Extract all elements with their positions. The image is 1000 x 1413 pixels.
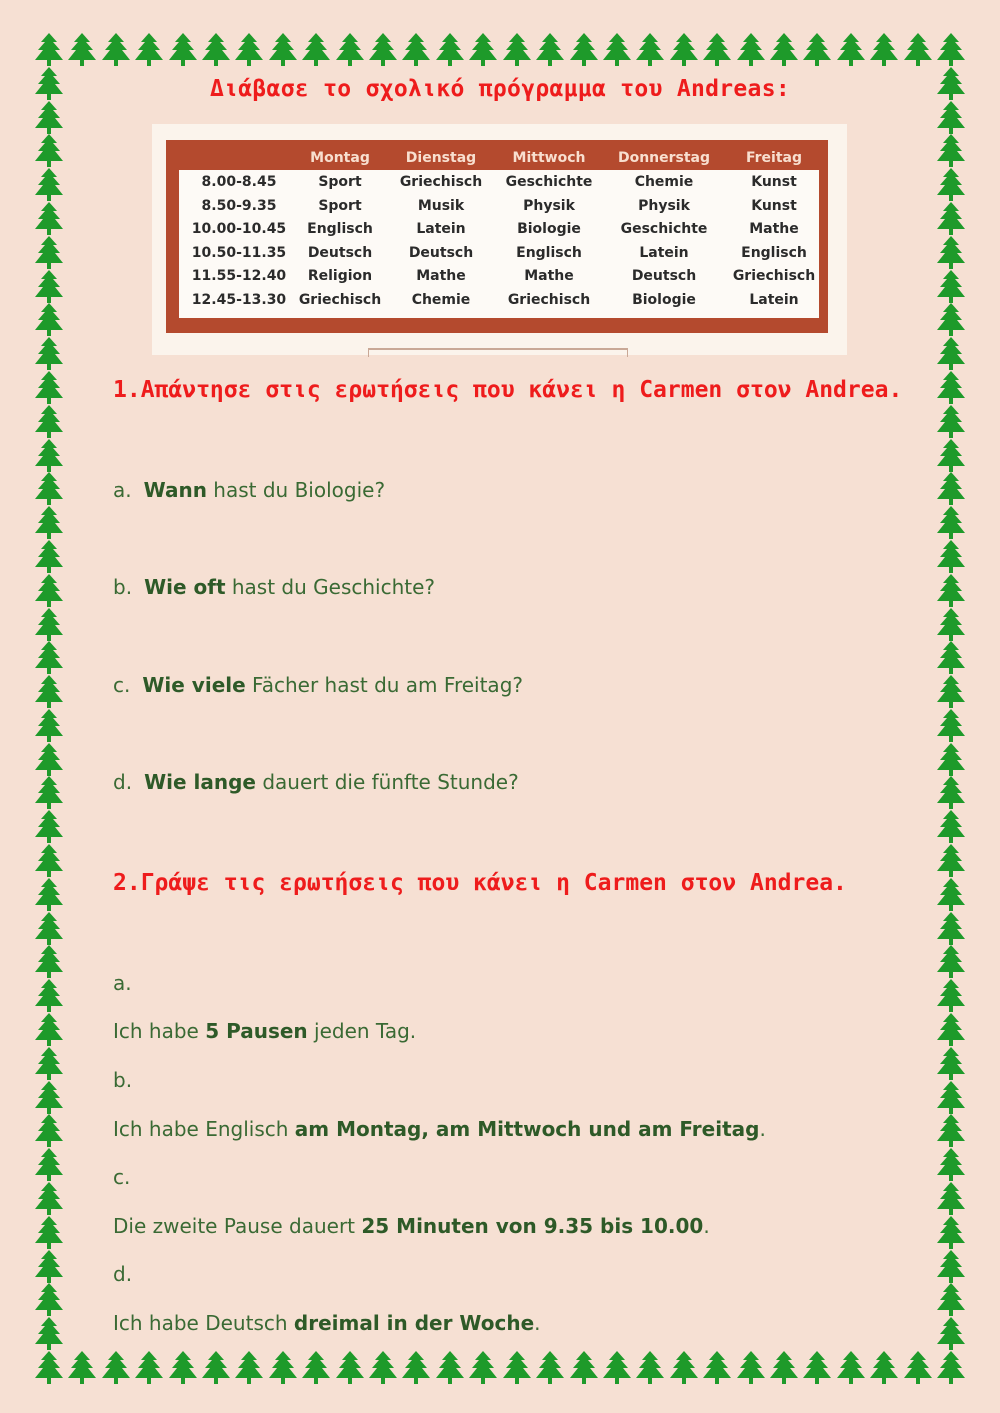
tree-icon <box>34 370 64 406</box>
tree-icon <box>435 32 465 68</box>
timetable-subject: Musik <box>417 198 465 214</box>
answer-highlight: dreimal in der Woche <box>293 1311 535 1335</box>
tree-icon <box>936 201 966 237</box>
tree-icon <box>34 1350 64 1386</box>
tree-icon <box>702 1350 732 1386</box>
tree-icon <box>836 1350 866 1386</box>
tree-icon <box>134 32 164 68</box>
question-text: hast du Biologie? <box>206 478 386 502</box>
tree-icon <box>836 32 866 68</box>
timetable-subject: Griechisch <box>507 292 591 308</box>
tree-icon <box>34 1012 64 1048</box>
tree-icon <box>34 911 64 947</box>
tree-icon <box>802 1350 832 1386</box>
tree-icon <box>936 674 966 710</box>
tree-icon <box>34 201 64 237</box>
tree-icon <box>502 1350 532 1386</box>
tree-icon <box>168 1350 198 1386</box>
tree-icon <box>936 944 966 980</box>
timetable-subject: Mathe <box>416 268 466 284</box>
tree-icon <box>34 775 64 811</box>
tree-icon <box>34 944 64 980</box>
tree-icon <box>569 32 599 68</box>
question-text: dauert die fünfte Stunde? <box>255 770 519 794</box>
tree-icon <box>602 32 632 68</box>
answer-highlight: 5 Pausen <box>205 1019 308 1043</box>
tree-icon <box>34 1147 64 1183</box>
timetable-subject: Latein <box>749 292 799 308</box>
tree-icon <box>869 32 899 68</box>
tree-icon <box>34 742 64 778</box>
tree-icon <box>936 978 966 1014</box>
tree-icon <box>368 32 398 68</box>
tree-icon <box>34 1215 64 1251</box>
tree-icon <box>736 32 766 68</box>
tree-icon <box>635 32 665 68</box>
page-title: Διάβασε το σχολικό πρόγραμμα του Andreas: <box>209 76 791 102</box>
tree-icon <box>101 32 131 68</box>
tree-icon <box>34 1113 64 1149</box>
answer-highlight: am Montag, am Mittwoch und am Freitag <box>294 1117 760 1141</box>
tree-icon <box>736 1350 766 1386</box>
tree-icon <box>34 505 64 541</box>
tree-icon <box>936 573 966 609</box>
tree-icon <box>468 1350 498 1386</box>
timetable-day-header: Mittwoch <box>512 150 586 166</box>
answer-text: Die zweite Pause dauert <box>113 1214 362 1238</box>
timetable-subject: Biologie <box>517 221 581 237</box>
timetable-time: 10.50-11.35 <box>191 245 287 261</box>
tree-icon <box>101 1350 131 1386</box>
tree-icon <box>34 1282 64 1318</box>
tree-icon <box>234 32 264 68</box>
timetable-day-header: Freitag <box>745 150 803 166</box>
tree-icon <box>34 167 64 203</box>
tree-icon <box>936 100 966 136</box>
tree-icon <box>301 32 331 68</box>
tree-icon <box>936 843 966 879</box>
tree-icon <box>936 167 966 203</box>
tree-icon <box>401 32 431 68</box>
tree-icon <box>67 1350 97 1386</box>
timetable-subject: Physik <box>523 198 575 214</box>
timetable-subject: Mathe <box>749 221 799 237</box>
tree-icon <box>34 674 64 710</box>
tree-icon <box>936 1113 966 1149</box>
tree-icon <box>34 539 64 575</box>
timetable-subject: Griechisch <box>732 268 816 284</box>
answer-sentence <box>113 1214 710 1238</box>
tree-icon <box>669 1350 699 1386</box>
tree-icon <box>301 1350 331 1386</box>
tree-icon <box>936 32 966 68</box>
timetable-subject: Physik <box>638 198 690 214</box>
tree-icon <box>936 1181 966 1217</box>
tree-icon <box>34 100 64 136</box>
tree-icon <box>34 708 64 744</box>
timetable-day-header: Donnerstag <box>617 150 711 166</box>
question-letter: c. <box>113 673 131 697</box>
tree-icon <box>435 1350 465 1386</box>
tree-icon <box>34 404 64 440</box>
answer-sentence <box>113 1019 416 1043</box>
tree-icon <box>34 1316 64 1352</box>
tree-icon <box>936 336 966 372</box>
answer-sentence <box>113 1117 766 1141</box>
section2-heading: 2.Γράψε τις ερωτήσεις που κάνει η Carmen στον Andrea. <box>113 870 847 896</box>
question-letter: a. <box>113 478 132 502</box>
answer-text: Ich habe Deutsch <box>113 1311 294 1335</box>
timetable <box>166 140 828 333</box>
tree-icon <box>936 742 966 778</box>
tree-icon <box>802 32 832 68</box>
tree-icon <box>936 471 966 507</box>
tree-icon <box>936 404 966 440</box>
timetable-tab-decoration <box>368 348 628 357</box>
tree-icon <box>34 607 64 643</box>
tree-icon <box>903 1350 933 1386</box>
tree-icon <box>936 877 966 913</box>
timetable-subject: Kunst <box>751 174 797 190</box>
tree-icon <box>535 1350 565 1386</box>
tree-icon <box>34 438 64 474</box>
tree-icon <box>34 877 64 913</box>
tree-icon <box>702 32 732 68</box>
answer-text: Ich habe Englisch <box>113 1117 295 1141</box>
timetable-subject: Deutsch <box>631 268 697 284</box>
timetable-subject: Englisch <box>516 245 582 261</box>
question-a <box>113 478 385 502</box>
timetable-time: 8.00-8.45 <box>201 174 277 190</box>
tree-icon <box>34 133 64 169</box>
tree-icon <box>936 1215 966 1251</box>
tree-icon <box>769 1350 799 1386</box>
tree-icon <box>34 32 64 68</box>
question-word: Wie lange <box>144 770 256 794</box>
tree-icon <box>34 1181 64 1217</box>
timetable-subject: Kunst <box>751 198 797 214</box>
timetable-time: 10.00-10.45 <box>191 221 287 237</box>
timetable-subject: Griechisch <box>298 292 382 308</box>
tree-icon <box>936 539 966 575</box>
tree-icon <box>936 607 966 643</box>
tree-icon <box>869 1350 899 1386</box>
answer-letter: c. <box>113 1165 131 1189</box>
tree-icon <box>936 1282 966 1318</box>
question-word: Wie viele <box>142 673 246 697</box>
tree-icon <box>34 843 64 879</box>
timetable-image <box>152 124 847 355</box>
tree-icon <box>936 235 966 271</box>
question-letter: b. <box>113 575 133 599</box>
question-text: Fächer hast du am Freitag? <box>245 673 524 697</box>
timetable-time: 11.55-12.40 <box>191 268 287 284</box>
tree-icon <box>34 1249 64 1285</box>
tree-icon <box>936 370 966 406</box>
tree-icon <box>335 32 365 68</box>
question-b <box>113 575 435 599</box>
timetable-subject: Latein <box>639 245 689 261</box>
timetable-subject: Chemie <box>634 174 694 190</box>
answer-highlight: 25 Minuten von 9.35 bis 10.00 <box>361 1214 704 1238</box>
tree-icon <box>936 640 966 676</box>
timetable-subject: Mathe <box>524 268 574 284</box>
timetable-subject: Geschichte <box>620 221 708 237</box>
answer-text: Ich habe <box>113 1019 206 1043</box>
tree-icon <box>201 32 231 68</box>
question-word: Wann <box>143 478 207 502</box>
tree-icon <box>268 1350 298 1386</box>
timetable-time: 12.45-13.30 <box>191 292 287 308</box>
tree-icon <box>168 32 198 68</box>
question-d <box>113 770 519 794</box>
tree-icon <box>569 1350 599 1386</box>
tree-icon <box>34 1046 64 1082</box>
answer-letter: b. <box>113 1068 133 1092</box>
section1-heading: 1.Απάντησε στις ερωτήσεις που κάνει η Carmen στον Andrea. <box>113 377 903 403</box>
tree-icon <box>936 911 966 947</box>
question-text: hast du Geschichte? <box>225 575 436 599</box>
tree-icon <box>201 1350 231 1386</box>
tree-icon <box>535 32 565 68</box>
timetable-subject: Geschichte <box>505 174 593 190</box>
question-letter: d. <box>113 770 133 794</box>
answer-text: jeden Tag. <box>307 1019 417 1043</box>
tree-icon <box>936 1249 966 1285</box>
tree-icon <box>34 302 64 338</box>
timetable-day-header: Montag <box>310 150 370 166</box>
tree-icon <box>936 775 966 811</box>
tree-icon <box>936 302 966 338</box>
tree-icon <box>67 32 97 68</box>
answer-sentence <box>113 1311 541 1335</box>
tree-icon <box>936 1147 966 1183</box>
answer-text: . <box>759 1117 766 1141</box>
timetable-subject: Chemie <box>411 292 471 308</box>
tree-icon <box>936 269 966 305</box>
tree-icon <box>936 505 966 541</box>
tree-icon <box>234 1350 264 1386</box>
tree-icon <box>34 640 64 676</box>
timetable-day-header: Dienstag <box>405 150 477 166</box>
timetable-subject: Sport <box>318 174 362 190</box>
tree-icon <box>936 1046 966 1082</box>
answer-letter: d. <box>113 1262 133 1286</box>
tree-icon <box>401 1350 431 1386</box>
tree-icon <box>34 336 64 372</box>
answer-letter: a. <box>113 971 132 995</box>
tree-icon <box>134 1350 164 1386</box>
tree-icon <box>936 809 966 845</box>
tree-icon <box>368 1350 398 1386</box>
tree-icon <box>635 1350 665 1386</box>
tree-icon <box>34 269 64 305</box>
tree-icon <box>936 1316 966 1352</box>
timetable-subject: Biologie <box>632 292 696 308</box>
tree-icon <box>34 1080 64 1116</box>
timetable-subject: Latein <box>416 221 466 237</box>
timetable-subject: Englisch <box>741 245 807 261</box>
tree-icon <box>34 235 64 271</box>
tree-icon <box>34 573 64 609</box>
tree-icon <box>34 471 64 507</box>
tree-icon <box>34 809 64 845</box>
answer-text: . <box>534 1311 541 1335</box>
timetable-subject: Sport <box>318 198 362 214</box>
tree-icon <box>936 133 966 169</box>
tree-icon <box>502 32 532 68</box>
tree-icon <box>602 1350 632 1386</box>
tree-icon <box>936 438 966 474</box>
timetable-subject: Religion <box>307 268 373 284</box>
tree-icon <box>468 32 498 68</box>
tree-icon <box>903 32 933 68</box>
tree-icon <box>936 708 966 744</box>
tree-icon <box>268 32 298 68</box>
tree-icon <box>669 32 699 68</box>
question-c <box>113 673 523 697</box>
tree-icon <box>936 1080 966 1116</box>
timetable-subject: Englisch <box>307 221 373 237</box>
timetable-subject: Deutsch <box>307 245 373 261</box>
answer-text: . <box>703 1214 710 1238</box>
timetable-subject: Griechisch <box>399 174 483 190</box>
question-word: Wie oft <box>144 575 226 599</box>
tree-icon <box>936 1350 966 1386</box>
timetable-time: 8.50-9.35 <box>201 198 277 214</box>
tree-icon <box>34 978 64 1014</box>
tree-icon <box>335 1350 365 1386</box>
tree-icon <box>769 32 799 68</box>
tree-icon <box>936 1012 966 1048</box>
timetable-subject: Deutsch <box>408 245 474 261</box>
